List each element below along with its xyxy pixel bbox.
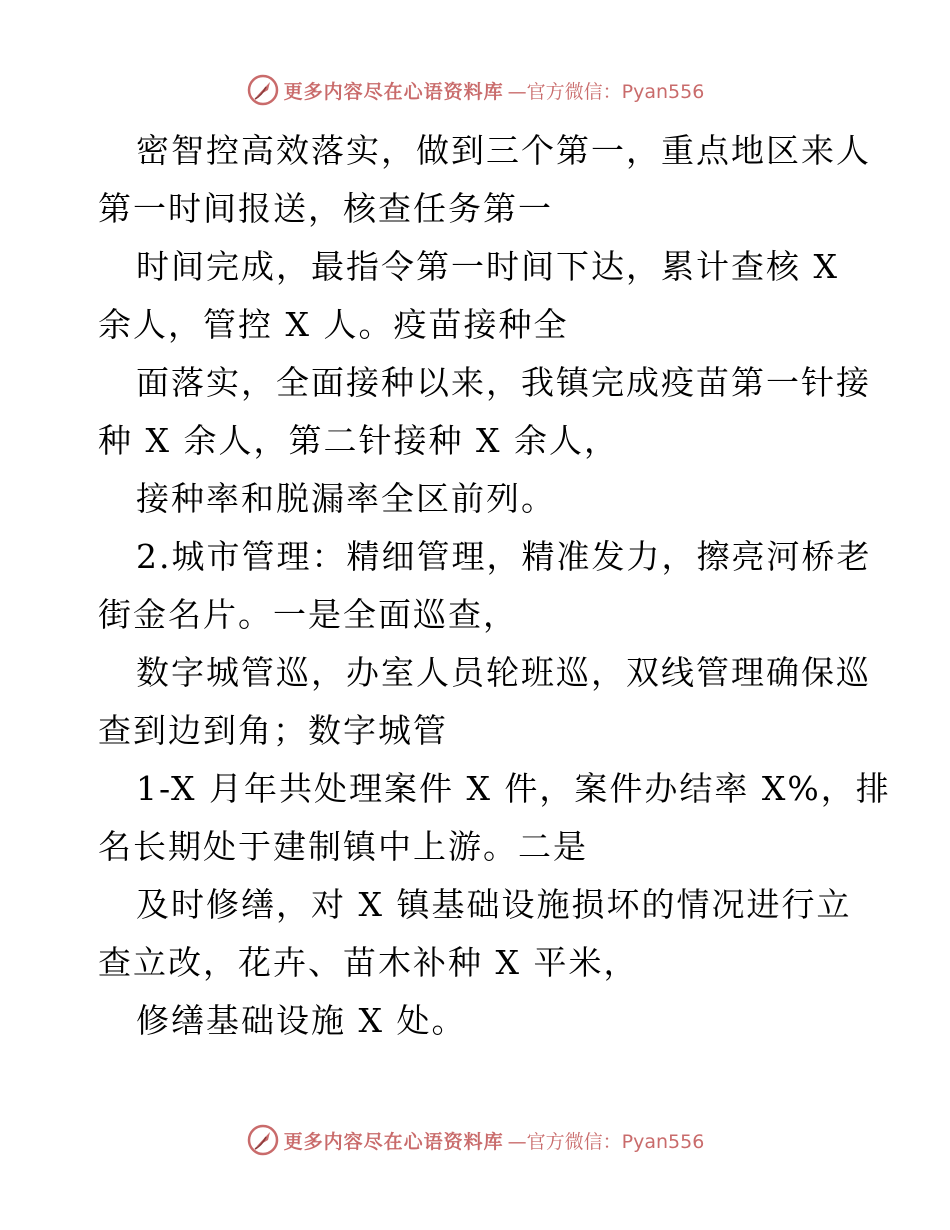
document-body: [98, 122, 891, 1050]
watermark-header: [0, 70, 950, 110]
text-line: 接种率和脱漏率全区前列。: [136, 479, 556, 518]
watermark-text: 更多内容尽在心语资料库: [283, 1130, 504, 1153]
text-line: 第一时间报送，核查任务第一: [98, 189, 553, 228]
text-line: 及时修缮，对 X 镇基础设施损坏的情况进行立: [136, 885, 852, 924]
quill-logo-icon: [246, 1123, 280, 1157]
text-line: 时间完成，最指令第一时间下达，累计查核 X: [136, 247, 839, 286]
text-line: 2.城市管理：精细管理，精准发力，擦亮河桥老: [136, 537, 872, 576]
quill-logo-icon: [246, 73, 280, 107]
text-line: 种 X 余人，第二针接种 X 余人，: [98, 421, 619, 460]
watermark-footer: [0, 1120, 950, 1160]
watermark-text: 更多内容尽在心语资料库: [283, 80, 504, 103]
text-line: 街金名片。一是全面巡查，: [98, 595, 518, 634]
text-line: 数字城管巡，办室人员轮班巡，双线管理确保巡: [136, 653, 871, 692]
text-line: 查到边到角；数字城管: [98, 711, 448, 750]
text-line: 余人，管控 X 人。疫苗接种全: [98, 305, 569, 344]
text-line: 1-X 月年共处理案件 X 件，案件办结率 X%，排: [136, 769, 891, 808]
watermark-wechat: —官方微信：Pyan556: [507, 80, 705, 103]
text-line: 名长期处于建制镇中上游。二是: [98, 827, 588, 866]
watermark-wechat: —官方微信：Pyan556: [507, 1130, 705, 1153]
text-line: 查立改，花卉、苗木补种 X 平米，: [98, 943, 639, 982]
text-line: 面落实，全面接种以来，我镇完成疫苗第一针接: [136, 363, 871, 402]
text-line: 密智控高效落实，做到三个第一，重点地区来人: [136, 131, 871, 170]
text-line: 修缮基础设施 X 处。: [136, 1001, 467, 1040]
